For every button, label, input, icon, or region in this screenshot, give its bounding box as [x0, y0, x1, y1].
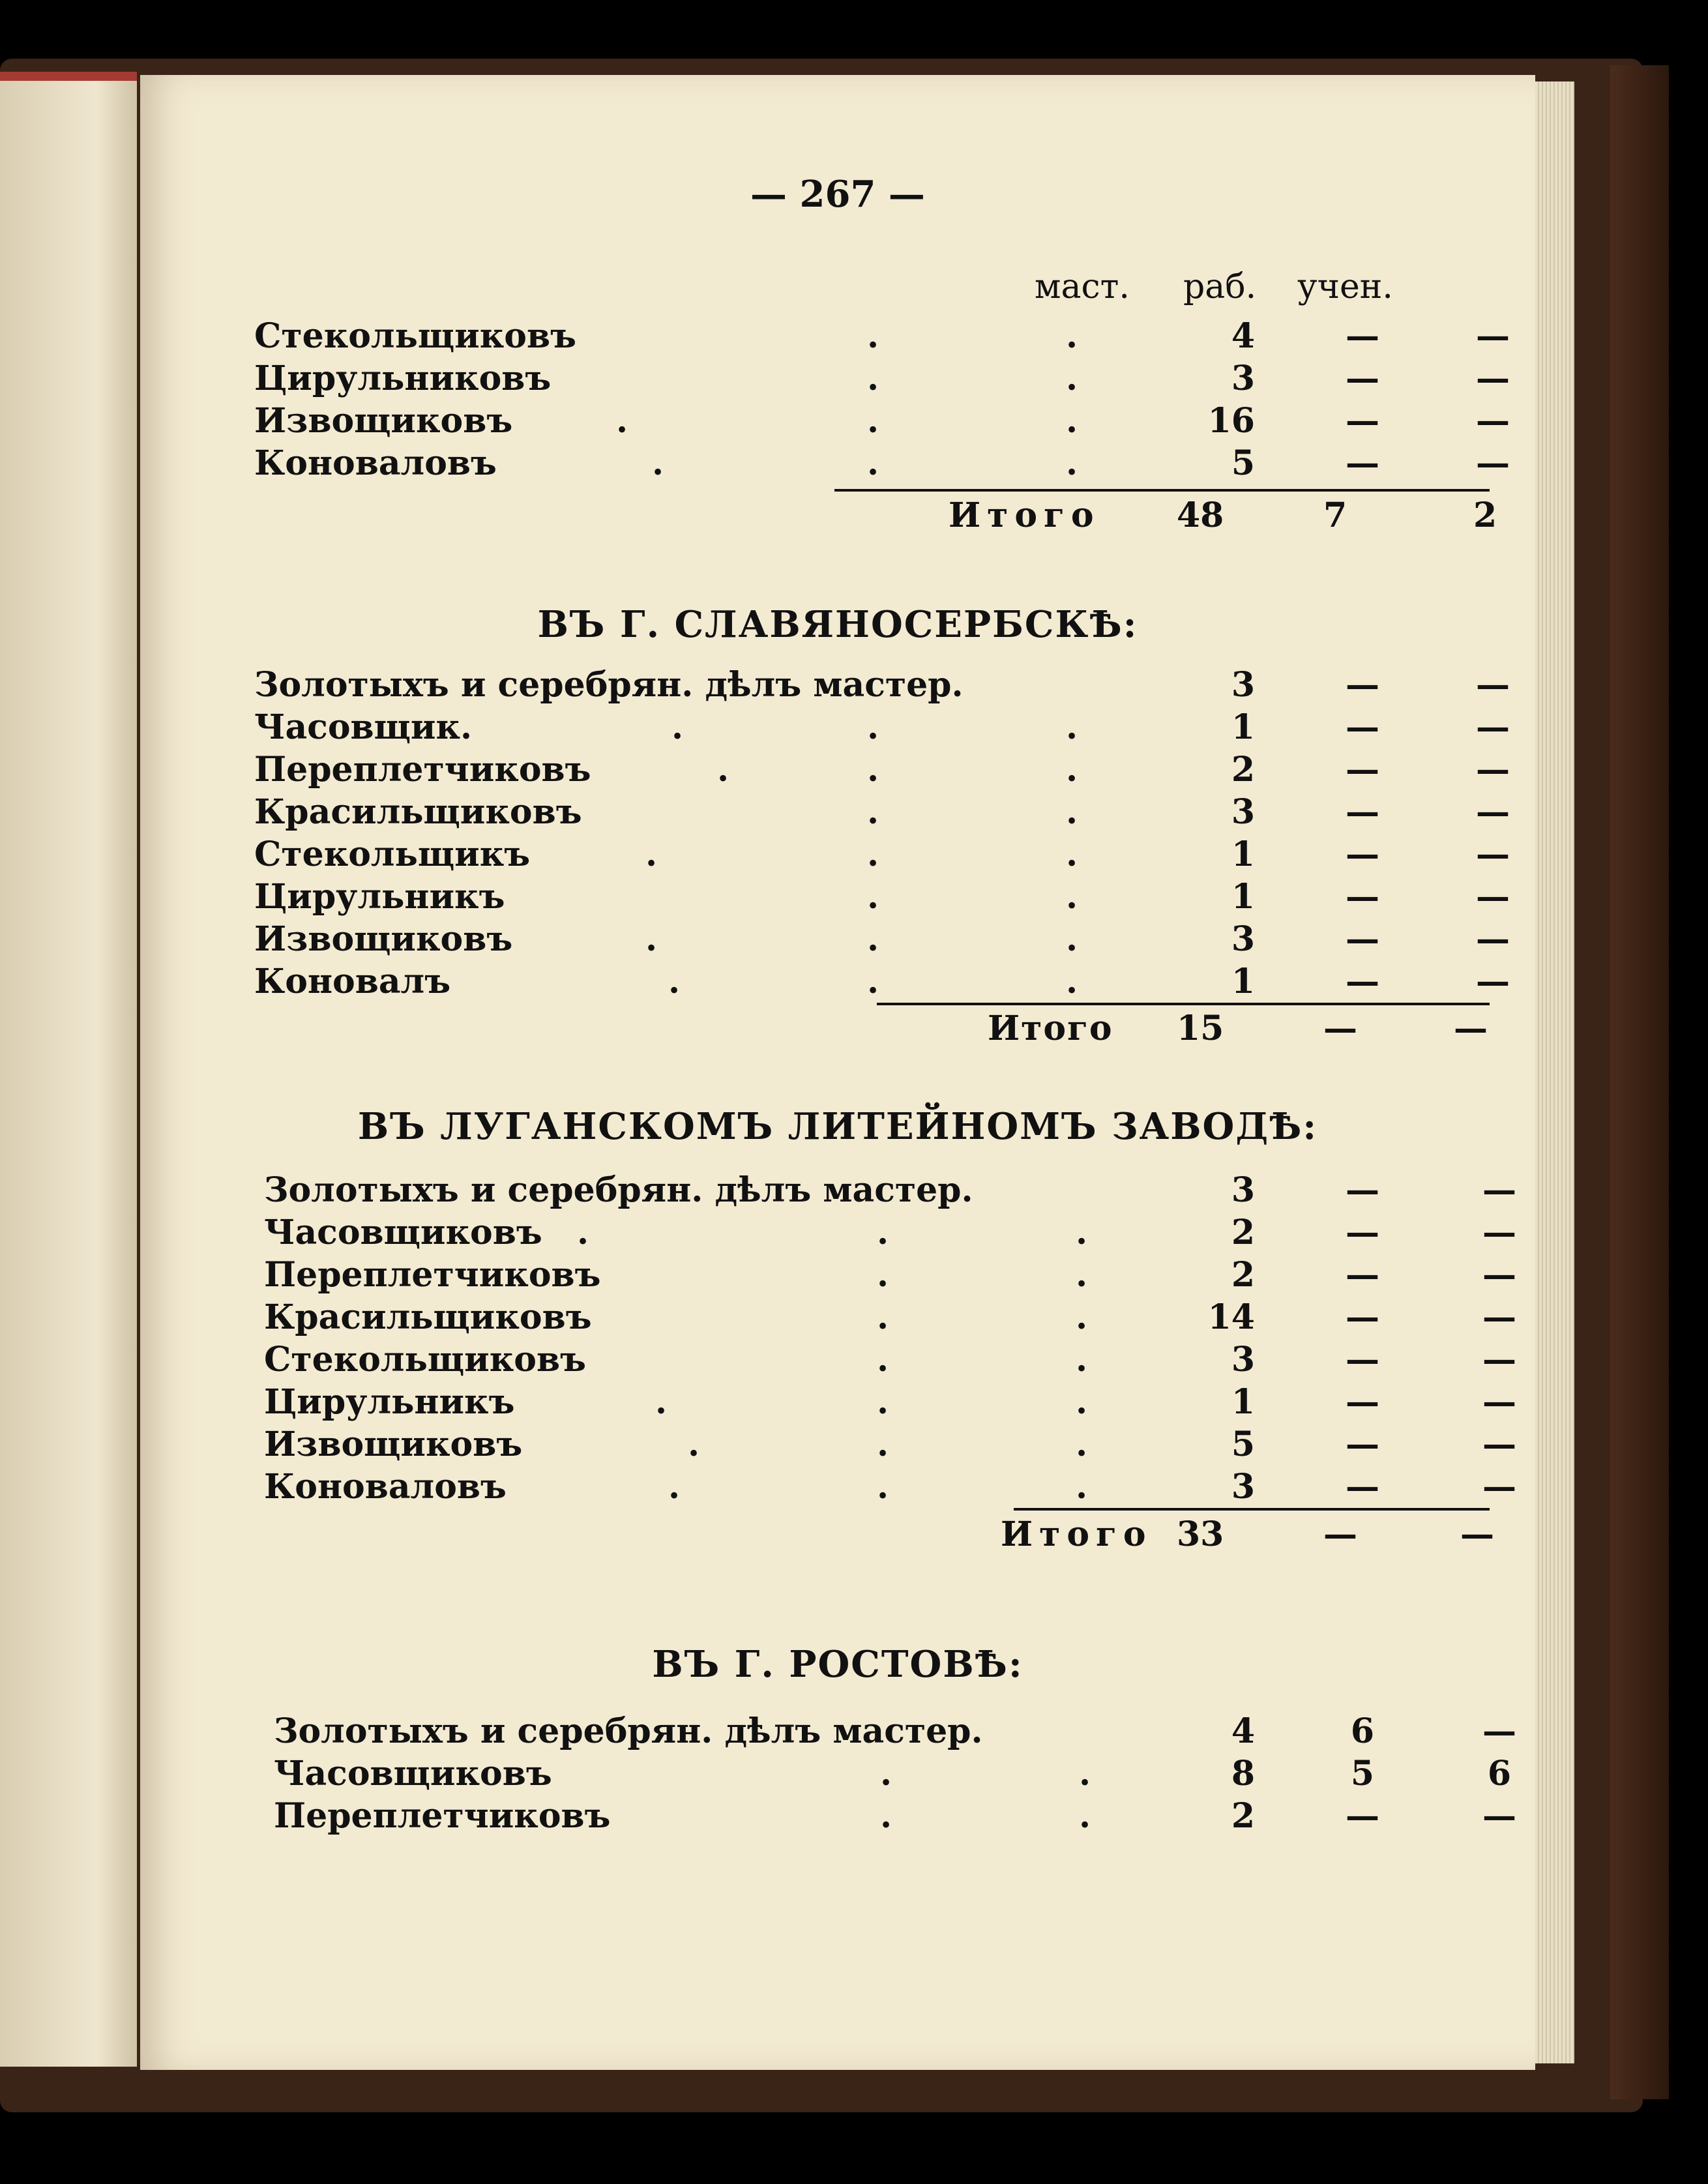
book-page	[140, 75, 1535, 2070]
cell-rab: —	[1346, 1382, 1379, 1422]
table-row: Красильщиковъ . . 14 — —	[264, 1297, 1535, 1339]
row-label: Часовщик.	[254, 707, 473, 747]
cell-uchen: —	[1476, 707, 1510, 747]
cell-uchen: —	[1482, 1170, 1516, 1210]
table-row: Красильщиковъ . . 3 — —	[254, 792, 1525, 834]
cell-mast: 8	[1231, 1754, 1255, 1793]
total-uchen: —	[1454, 1009, 1488, 1048]
row-label: Золотыхъ и серебрян. дѣлъ мастер.	[264, 1170, 973, 1210]
row-label: Коноваловъ	[254, 443, 497, 483]
header-rab: раб.	[1183, 267, 1257, 306]
cell-rab: —	[1346, 665, 1379, 705]
cell-uchen: —	[1482, 1340, 1516, 1380]
table-row: Извощиковъ . . . 16 — —	[254, 401, 1525, 443]
row-label: Извощиковъ	[254, 401, 513, 441]
section-title: ВЪ Г. СЛАВЯНОСЕРБСКѢ:	[537, 603, 1138, 646]
cell-rab: —	[1346, 792, 1379, 832]
cell-uchen: —	[1476, 401, 1510, 441]
cell-rab: 5	[1350, 1754, 1375, 1793]
section-title: ВЪ Г. РОСТОВѢ:	[652, 1643, 1023, 1686]
total-label: Итого	[949, 495, 1100, 535]
cell-rab: —	[1346, 1255, 1379, 1295]
row-label: Красильщиковъ	[264, 1297, 592, 1337]
cell-rab: —	[1346, 401, 1379, 441]
cell-mast: 3	[1231, 1340, 1255, 1380]
row-label: Извощиковъ	[254, 919, 513, 959]
left-page-edge	[0, 72, 137, 2067]
cell-rab: —	[1346, 1170, 1379, 1210]
total-rab: —	[1323, 1009, 1357, 1048]
section-title: ВЪ ЛУГАНСКОМЪ ЛИТЕЙНОМЪ ЗАВОДѢ:	[357, 1105, 1318, 1148]
cell-mast: 2	[1231, 1213, 1255, 1252]
cell-rab: —	[1346, 359, 1379, 398]
row-label: Цирульникъ	[264, 1382, 515, 1422]
table-row: Стекольщиковъ . . 4 — —	[254, 316, 1525, 358]
cell-uchen: —	[1476, 792, 1510, 832]
cell-rab: —	[1346, 1796, 1379, 1836]
cell-rab: —	[1346, 1297, 1379, 1337]
cell-mast: 2	[1231, 750, 1255, 789]
cell-uchen: —	[1476, 962, 1510, 1001]
row-label: Переплетчиковъ	[264, 1255, 601, 1295]
row-label: Стекольщиковъ	[254, 316, 576, 356]
cell-rab: —	[1346, 1424, 1379, 1464]
total-uchen: —	[1460, 1514, 1494, 1554]
row-label: Извощиковъ	[264, 1424, 523, 1464]
cell-uchen: —	[1476, 877, 1510, 917]
cell-mast: 3	[1231, 1170, 1255, 1210]
cell-uchen: —	[1482, 1796, 1516, 1836]
table-row: Стекольщикъ . . . 1 — —	[254, 834, 1525, 876]
cell-uchen: —	[1476, 359, 1510, 398]
table-row: Цирульникъ . . 1 — —	[254, 877, 1525, 919]
cell-mast: 3	[1231, 665, 1255, 705]
table-row: Переплетчиковъ . . . 2 — —	[254, 750, 1525, 791]
row-label: Часовщиковъ	[264, 1213, 542, 1252]
cell-rab: —	[1346, 962, 1379, 1001]
cell-uchen: —	[1476, 443, 1510, 483]
cell-mast: 4	[1231, 316, 1255, 356]
red-page-edge	[0, 72, 137, 81]
table-row: Коноваловъ . . . 5 — —	[254, 443, 1525, 485]
cell-rab: —	[1346, 443, 1379, 483]
cell-rab: 6	[1350, 1711, 1375, 1751]
table-row	[254, 665, 1525, 707]
cell-mast: 2	[1231, 1796, 1255, 1836]
row-label: Стекольщиковъ	[264, 1340, 586, 1380]
row-label: Красильщиковъ	[254, 792, 582, 832]
table-row: Извощиковъ . . . 3 — —	[254, 919, 1525, 961]
total-rule	[877, 1003, 1490, 1005]
table-row	[264, 1170, 1535, 1212]
cell-mast: 1	[1231, 877, 1255, 917]
cell-rab: —	[1346, 834, 1379, 874]
cell-uchen: —	[1476, 834, 1510, 874]
table-row: Стекольщиковъ . . 3 — —	[264, 1340, 1535, 1381]
cell-mast: 3	[1231, 1467, 1255, 1507]
cell-uchen: —	[1476, 665, 1510, 705]
cell-mast: 1	[1231, 962, 1255, 1001]
cell-rab: —	[1346, 1340, 1379, 1380]
total-row	[254, 1009, 1525, 1050]
cell-mast: 1	[1231, 834, 1255, 874]
cell-mast: 3	[1231, 359, 1255, 398]
cell-mast: 14	[1207, 1297, 1255, 1337]
table-row: Переплетчиковъ . . 2 — —	[264, 1255, 1535, 1297]
table-row	[274, 1711, 1532, 1753]
cell-rab: —	[1346, 750, 1379, 789]
table-row: Цирульниковъ . . 3 — —	[254, 359, 1525, 400]
cell-rab: —	[1346, 1467, 1379, 1507]
table-row: Часовщик. . . . 1 — —	[254, 707, 1525, 749]
table-row: Переплетчиковъ . . 2 — —	[274, 1796, 1532, 1838]
cell-uchen: —	[1482, 1467, 1516, 1507]
table-row: Часовщиковъ . . . 2 — —	[264, 1213, 1535, 1254]
cell-uchen: —	[1476, 750, 1510, 789]
cell-uchen: —	[1482, 1711, 1516, 1751]
header-mast: маст.	[1035, 267, 1130, 306]
cell-mast: 1	[1231, 707, 1255, 747]
total-label: Итого	[988, 1009, 1113, 1048]
row-label: Переплетчиковъ	[254, 750, 591, 789]
cell-mast: 16	[1207, 401, 1255, 441]
total-rule	[834, 489, 1490, 492]
cell-uchen: —	[1482, 1255, 1516, 1295]
cell-uchen: —	[1482, 1382, 1516, 1422]
row-label: Коноваловъ	[264, 1467, 507, 1507]
cell-uchen: —	[1482, 1213, 1516, 1252]
total-mast: 33	[1177, 1514, 1224, 1554]
cell-uchen: —	[1482, 1297, 1516, 1337]
total-mast: 48	[1177, 495, 1224, 535]
total-rule	[1014, 1508, 1490, 1511]
cell-mast: 1	[1231, 1382, 1255, 1422]
cell-uchen: —	[1476, 919, 1510, 959]
cell-mast: 5	[1231, 1424, 1255, 1464]
row-label: Коновалъ	[254, 962, 451, 1001]
book-spine-edge	[1610, 65, 1669, 2099]
cell-rab: —	[1346, 707, 1379, 747]
total-rab: —	[1323, 1514, 1357, 1554]
cell-mast: 4	[1231, 1711, 1255, 1751]
cell-uchen: —	[1476, 316, 1510, 356]
table-row: Извощиковъ . . . 5 — —	[264, 1424, 1535, 1466]
cell-rab: —	[1346, 877, 1379, 917]
total-uchen: 2	[1473, 495, 1497, 535]
total-rab: 7	[1323, 495, 1347, 535]
cell-uchen: —	[1482, 1424, 1516, 1464]
cell-rab: —	[1346, 919, 1379, 959]
table-row: Коноваловъ . . . 3 — —	[264, 1467, 1535, 1509]
page-stack	[1535, 81, 1574, 2063]
header-uchen: учен.	[1297, 267, 1393, 306]
cell-rab: —	[1346, 1213, 1379, 1252]
page-number: — 267 —	[750, 173, 925, 216]
row-label: Переплетчиковъ	[274, 1796, 611, 1836]
total-mast: 15	[1177, 1009, 1224, 1048]
row-label: Стекольщикъ	[254, 834, 531, 874]
total-label: Итого	[1001, 1514, 1153, 1554]
row-label: Цирульникъ	[254, 877, 505, 917]
cell-mast: 5	[1231, 443, 1255, 483]
table-row: Часовщиковъ . . 8 5 6	[274, 1754, 1532, 1795]
row-label: Цирульниковъ	[254, 359, 552, 398]
cell-rab: —	[1346, 316, 1379, 356]
total-row	[254, 495, 1525, 537]
cell-mast: 2	[1231, 1255, 1255, 1295]
row-label: Часовщиковъ	[274, 1754, 552, 1793]
cell-uchen: 6	[1487, 1754, 1512, 1793]
total-row	[264, 1514, 1535, 1556]
row-label: Золотыхъ и серебрян. дѣлъ мастер.	[274, 1711, 983, 1751]
table-row: Цирульникъ . . . 1 — —	[264, 1382, 1535, 1424]
table-row: Коновалъ . . . 1 — —	[254, 962, 1525, 1003]
cell-mast: 3	[1231, 919, 1255, 959]
cell-mast: 3	[1231, 792, 1255, 832]
row-label: Золотыхъ и серебрян. дѣлъ мастер.	[254, 665, 964, 705]
